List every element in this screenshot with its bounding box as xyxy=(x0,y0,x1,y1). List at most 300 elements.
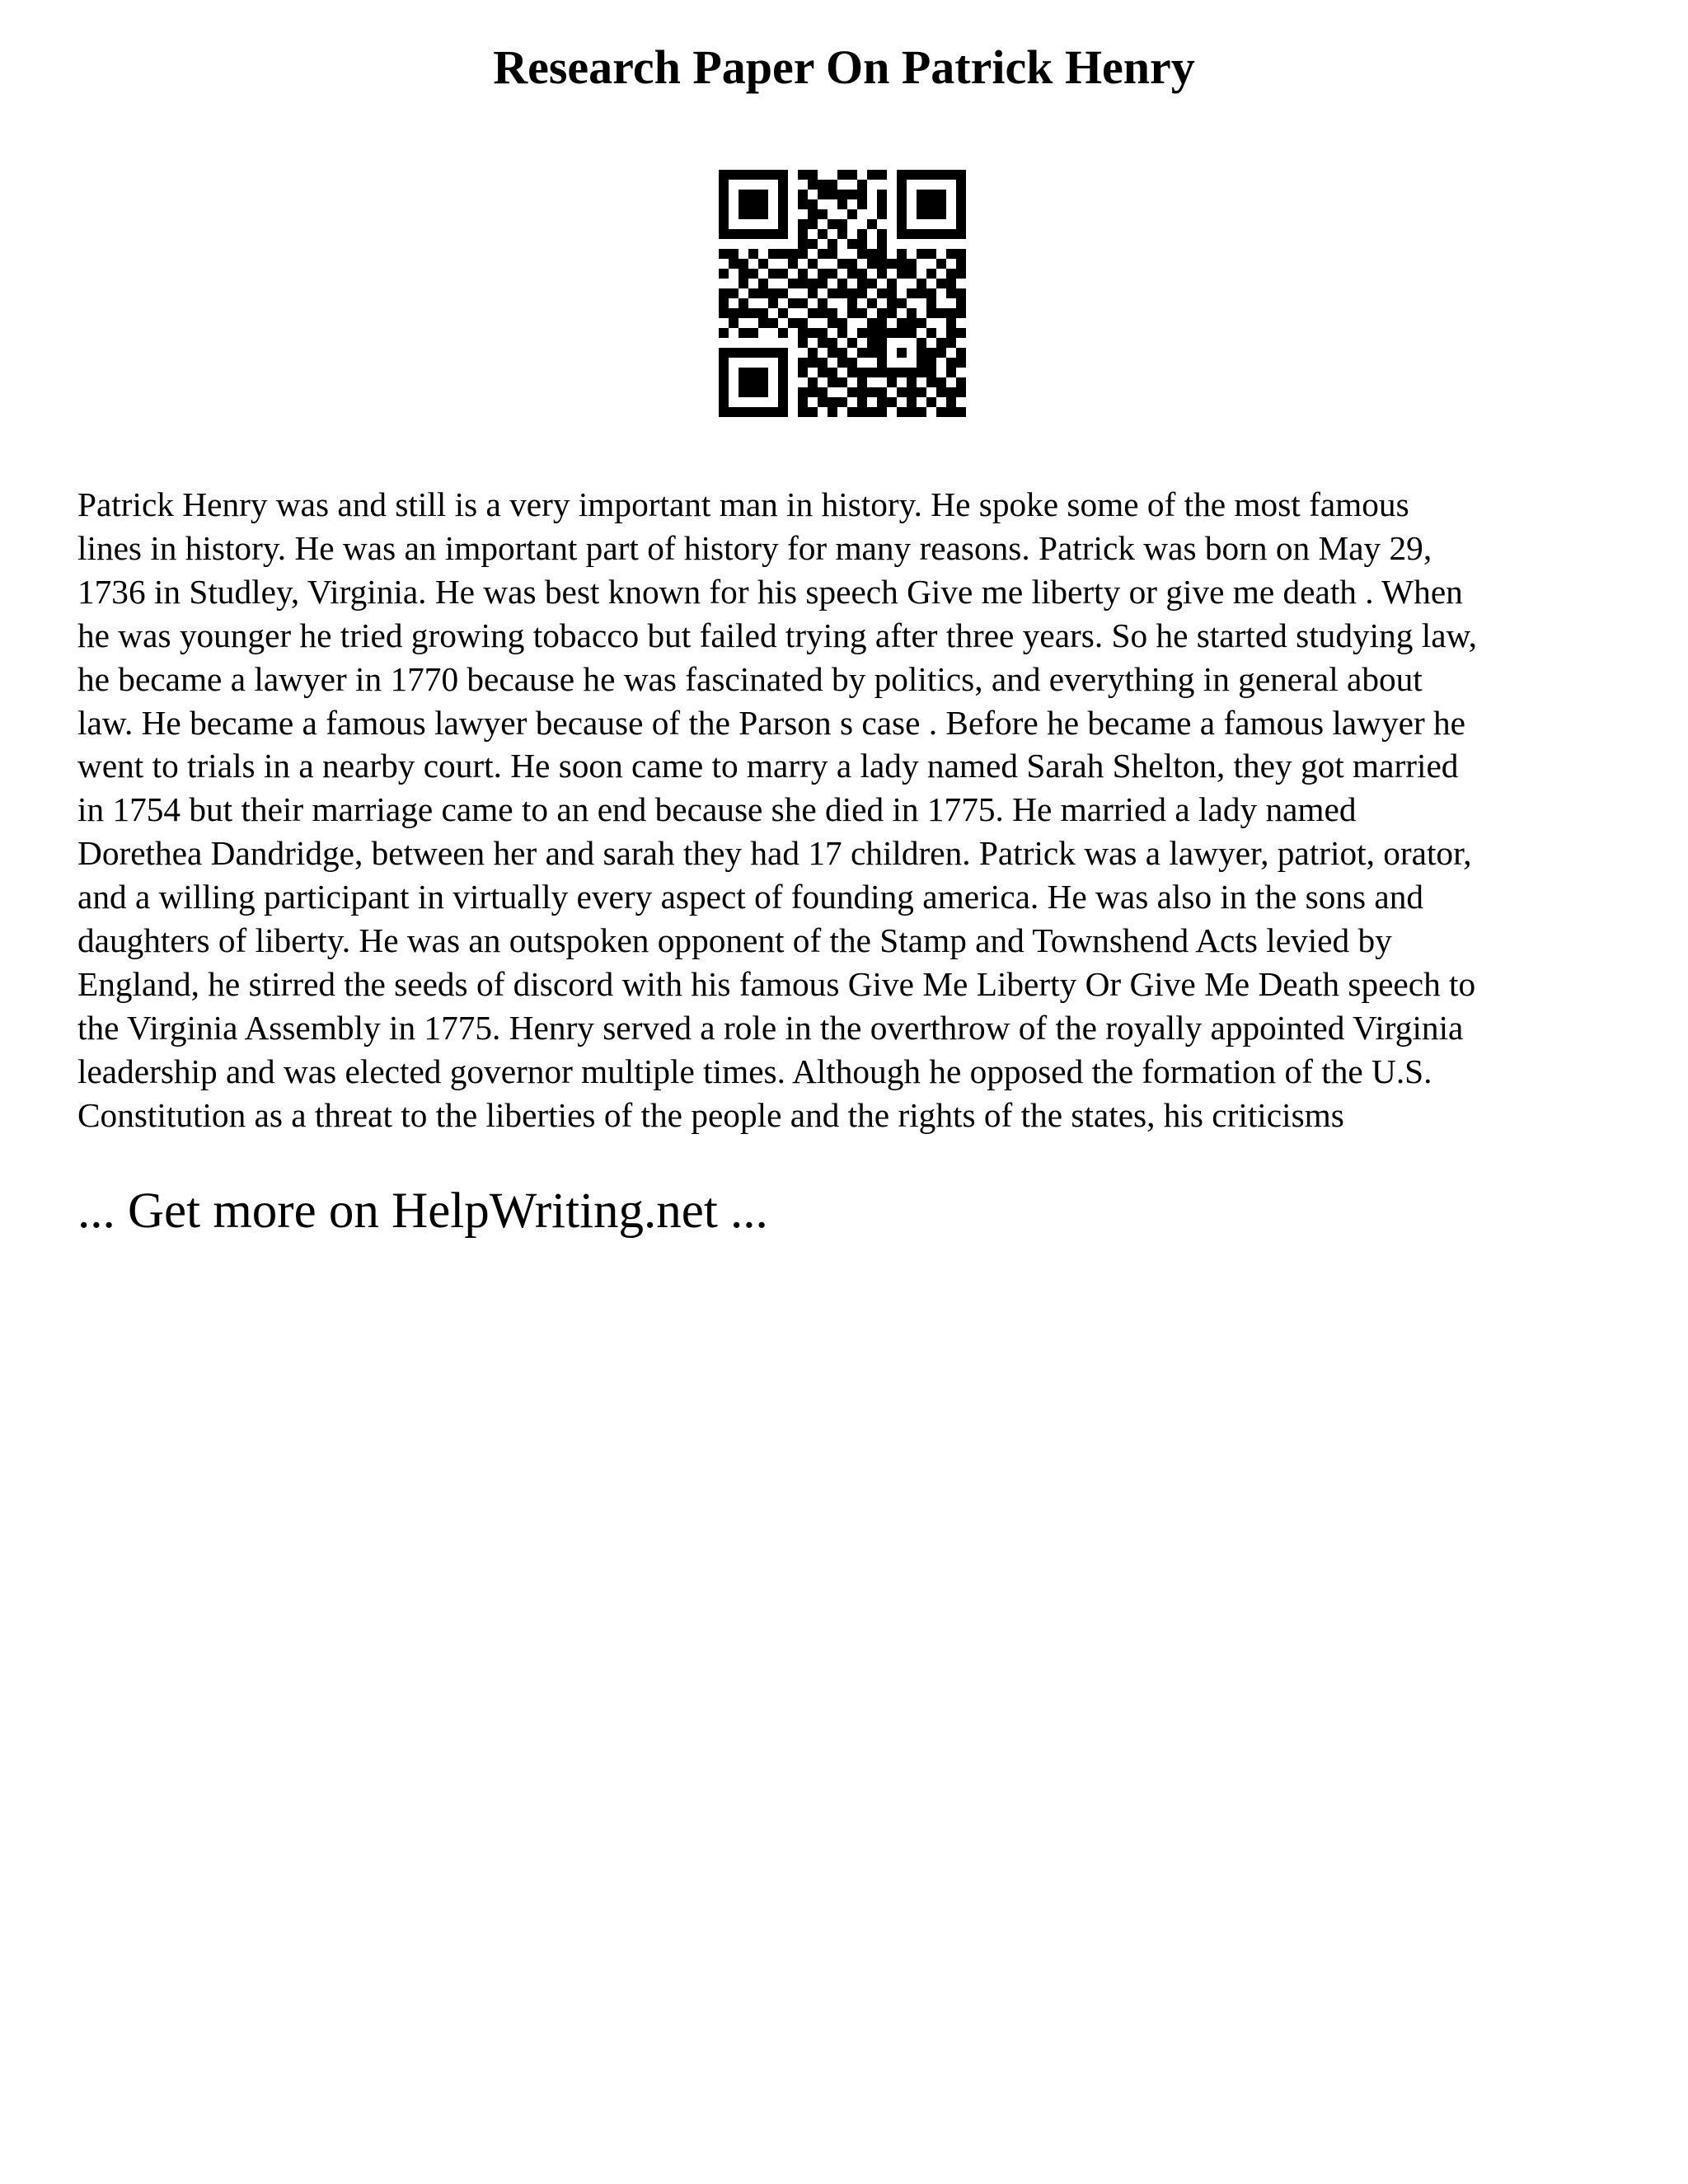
qr-module xyxy=(729,288,738,298)
qr-module xyxy=(837,288,847,298)
qr-module xyxy=(907,397,917,407)
qr-module xyxy=(956,259,966,269)
qr-module xyxy=(729,308,738,318)
qr-module xyxy=(778,170,788,180)
qr-module xyxy=(857,368,867,377)
qr-module xyxy=(729,170,738,180)
qr-module xyxy=(719,397,729,407)
qr-module xyxy=(798,298,808,308)
qr-module xyxy=(828,308,837,318)
qr-module xyxy=(907,259,917,269)
qr-module xyxy=(828,239,837,249)
qr-module xyxy=(887,377,897,387)
qr-module xyxy=(729,348,738,358)
qr-module xyxy=(808,358,818,368)
qr-module xyxy=(917,318,926,328)
qr-module xyxy=(758,387,768,397)
qr-module xyxy=(877,387,887,397)
qr-module xyxy=(946,368,956,377)
body-paragraph xyxy=(77,483,1627,1137)
qr-module xyxy=(877,229,887,239)
qr-module xyxy=(926,249,936,259)
qr-module xyxy=(748,170,758,180)
qr-module xyxy=(936,338,946,348)
qr-module xyxy=(857,288,867,298)
qr-module xyxy=(778,219,788,229)
qr-module xyxy=(758,377,768,387)
qr-module xyxy=(926,209,936,219)
qr-module xyxy=(917,368,926,377)
qr-module xyxy=(857,328,867,338)
qr-module xyxy=(738,269,748,279)
qr-module xyxy=(778,358,788,368)
qr-module xyxy=(778,288,788,298)
qr-module xyxy=(758,170,768,180)
qr-module xyxy=(738,190,748,199)
qr-module xyxy=(877,397,887,407)
qr-module xyxy=(926,328,936,338)
qr-module xyxy=(778,199,788,209)
qr-module xyxy=(798,368,808,377)
qr-module xyxy=(778,269,788,279)
qr-module xyxy=(837,377,847,387)
qr-module xyxy=(828,269,837,279)
qr-module xyxy=(729,318,738,328)
qr-module xyxy=(748,249,758,259)
qr-module xyxy=(956,387,966,397)
qr-module xyxy=(936,308,946,318)
qr-module xyxy=(778,407,788,417)
qr-module xyxy=(926,368,936,377)
qr-module xyxy=(897,348,907,358)
qr-module xyxy=(956,219,966,229)
qr-module xyxy=(956,358,966,368)
qr-module xyxy=(719,348,729,358)
qr-module xyxy=(837,259,847,269)
qr-module xyxy=(926,358,936,368)
qr-module xyxy=(758,308,768,318)
qr-module xyxy=(738,279,748,288)
qr-module xyxy=(917,190,926,199)
qr-module xyxy=(808,180,818,190)
qr-module xyxy=(808,199,818,209)
qr-module xyxy=(778,397,788,407)
qr-module xyxy=(847,259,857,269)
qr-module xyxy=(837,190,847,199)
qr-module xyxy=(828,190,837,199)
qr-module xyxy=(917,288,926,298)
qr-module xyxy=(828,338,837,348)
qr-module xyxy=(907,229,917,239)
qr-module xyxy=(758,199,768,209)
qr-module xyxy=(818,397,828,407)
qr-module xyxy=(946,397,956,407)
qr-module xyxy=(877,269,887,279)
qr-module xyxy=(907,377,917,387)
qr-module xyxy=(748,387,758,397)
qr-module xyxy=(798,387,808,397)
qr-module xyxy=(867,318,877,328)
qr-module xyxy=(917,338,926,348)
qr-module xyxy=(758,259,768,269)
qr-module xyxy=(818,279,828,288)
qr-module xyxy=(738,199,748,209)
qr-module xyxy=(837,318,847,328)
qr-module xyxy=(828,180,837,190)
body-line: Dorethea Dandridge, between her and sarah they had 17 children. Patrick was a lawyer, patriot, orator, xyxy=(77,834,1472,873)
qr-module xyxy=(877,348,887,358)
qr-module xyxy=(956,249,966,259)
qr-module xyxy=(798,249,808,259)
qr-module xyxy=(917,229,926,239)
qr-module xyxy=(738,209,748,219)
qr-module xyxy=(907,170,917,180)
qr-module xyxy=(719,368,729,377)
qr-module xyxy=(798,199,808,209)
qr-module xyxy=(778,368,788,377)
qr-module xyxy=(798,328,808,338)
qr-module xyxy=(907,308,917,318)
qr-module xyxy=(719,249,729,259)
body-line: England, he stirred the seeds of discord with his famous Give Me Liberty Or Give Me Death speech to xyxy=(77,964,1476,1003)
qr-module xyxy=(857,308,867,318)
qr-module xyxy=(887,259,897,269)
qr-module xyxy=(738,377,748,387)
qr-module xyxy=(887,298,897,308)
qr-module xyxy=(897,269,907,279)
qr-module xyxy=(936,209,946,219)
qr-module xyxy=(719,219,729,229)
body-line: 1736 in Studley, Virginia. He was best known for his speech Give me liberty or give me death . When xyxy=(77,572,1463,611)
qr-module xyxy=(818,209,828,219)
qr-module xyxy=(867,170,877,180)
qr-module xyxy=(946,407,956,417)
qr-module xyxy=(907,328,917,338)
qr-module xyxy=(956,377,966,387)
qr-module xyxy=(946,170,956,180)
qr-module xyxy=(798,219,808,229)
qr-module xyxy=(887,288,897,298)
qr-module xyxy=(818,308,828,318)
qr-module xyxy=(818,298,828,308)
qr-module xyxy=(748,348,758,358)
body-line: Patrick Henry was and still is a very important man in history. He spoke some of the most famous xyxy=(77,485,1409,523)
qr-module xyxy=(917,348,926,358)
body-line: he was younger he tried growing tobacco but failed trying after three years. So he started studying law, xyxy=(77,616,1477,654)
qr-module xyxy=(877,328,887,338)
qr-module xyxy=(778,229,788,239)
qr-module xyxy=(877,318,887,328)
qr-module xyxy=(748,269,758,279)
qr-module xyxy=(956,209,966,219)
qr-module xyxy=(748,328,758,338)
qr-module xyxy=(719,199,729,209)
qr-module xyxy=(847,269,857,279)
qr-module xyxy=(808,348,818,358)
qr-module xyxy=(719,229,729,239)
qr-module xyxy=(768,269,778,279)
qr-module xyxy=(798,358,808,368)
qr-module xyxy=(847,170,857,180)
body-line: went to trials in a nearby court. He soon came to marry a lady named Sarah Shelton, they got married xyxy=(77,747,1459,785)
qr-module xyxy=(758,209,768,219)
qr-module xyxy=(837,328,847,338)
qr-module xyxy=(798,407,808,417)
qr-module xyxy=(719,298,729,308)
qr-module xyxy=(857,279,867,288)
qr-module xyxy=(926,308,936,318)
qr-module xyxy=(738,328,748,338)
qr-module xyxy=(847,190,857,199)
qr-module xyxy=(778,377,788,387)
qr-module xyxy=(936,407,946,417)
body-line: leadership and was elected governor multiple times. Although he opposed the formation of the U.S. xyxy=(77,1052,1432,1090)
qr-module xyxy=(917,387,926,397)
qr-module xyxy=(719,190,729,199)
qr-module xyxy=(758,318,768,328)
qr-module xyxy=(956,269,966,279)
qr-module xyxy=(857,407,867,417)
body-line: lines in history. He was an important part of history for many reasons. Patrick was born on May 29, xyxy=(77,528,1432,567)
qr-module xyxy=(917,407,926,417)
qr-module xyxy=(857,190,867,199)
body-line: law. He became a famous lawyer because of the Parson s case . Before he became a famous lawyer he xyxy=(77,703,1465,742)
qr-module xyxy=(719,170,729,180)
qr-module xyxy=(808,328,818,338)
qr-module xyxy=(877,209,887,219)
qr-module xyxy=(738,170,748,180)
qr-module xyxy=(897,199,907,209)
qr-module xyxy=(926,298,936,308)
qr-module xyxy=(828,407,837,417)
qr-module xyxy=(778,190,788,199)
qr-module xyxy=(936,377,946,387)
qr-module xyxy=(897,219,907,229)
qr-module xyxy=(788,249,798,259)
qr-module xyxy=(818,229,828,239)
qr-module xyxy=(897,368,907,377)
qr-module xyxy=(837,229,847,239)
qr-module xyxy=(808,288,818,298)
qr-module xyxy=(946,249,956,259)
qr-module xyxy=(926,269,936,279)
qr-module xyxy=(907,269,917,279)
qr-module xyxy=(837,199,847,209)
qr-module xyxy=(956,308,966,318)
body-line: and a willing participant in virtually every aspect of founding america. He was also in the sons and xyxy=(77,878,1424,916)
qr-module xyxy=(768,298,778,308)
qr-module xyxy=(729,259,738,269)
qr-module xyxy=(867,259,877,269)
qr-module xyxy=(857,397,867,407)
qr-module xyxy=(857,180,867,190)
qr-module xyxy=(808,170,818,180)
qr-module xyxy=(738,368,748,377)
qr-module xyxy=(828,368,837,377)
qr-module xyxy=(758,229,768,239)
qr-module xyxy=(798,397,808,407)
page-title: Research Paper On Patrick Henry xyxy=(493,40,1195,94)
qr-module xyxy=(808,308,818,318)
qr-module xyxy=(857,377,867,387)
qr-module xyxy=(936,229,946,239)
qr-module xyxy=(857,387,867,397)
qr-module xyxy=(828,219,837,229)
qr-module xyxy=(798,338,808,348)
qr-module xyxy=(719,387,729,397)
qr-module xyxy=(946,338,956,348)
qr-module xyxy=(936,199,946,209)
qr-module xyxy=(867,348,877,358)
qr-module xyxy=(956,190,966,199)
body-line: the Virginia Assembly in 1775. Henry served a role in the overthrow of the royally appointed Virginia xyxy=(77,1008,1464,1047)
qr-module xyxy=(719,407,729,417)
qr-module xyxy=(887,328,897,338)
qr-module xyxy=(897,249,907,259)
qr-module xyxy=(758,407,768,417)
qr-module xyxy=(818,368,828,377)
qr-module xyxy=(867,407,877,417)
qr-module xyxy=(956,199,966,209)
qr-module xyxy=(857,229,867,239)
qr-module xyxy=(946,288,956,298)
qr-module xyxy=(837,170,847,180)
qr-module xyxy=(857,199,867,209)
qr-module xyxy=(808,279,818,288)
qr-module xyxy=(897,190,907,199)
qr-module xyxy=(798,170,808,180)
qr-module xyxy=(926,199,936,209)
qr-module xyxy=(847,308,857,318)
qr-module xyxy=(798,190,808,199)
qr-code xyxy=(719,170,966,417)
qr-module xyxy=(828,249,837,259)
body-line: in 1754 but their marriage came to an end because she died in 1775. He married a lady named xyxy=(77,790,1357,829)
qr-module xyxy=(897,318,907,328)
qr-module xyxy=(798,318,808,328)
qr-module xyxy=(738,387,748,397)
qr-module xyxy=(847,288,857,298)
qr-module xyxy=(877,358,887,368)
qr-module xyxy=(897,387,907,397)
qr-module xyxy=(867,249,877,259)
qr-module xyxy=(956,298,966,308)
qr-module xyxy=(917,170,926,180)
qr-module xyxy=(867,219,877,229)
qr-module xyxy=(877,199,887,209)
qr-module xyxy=(877,288,887,298)
qr-module xyxy=(847,368,857,377)
qr-module xyxy=(798,239,808,249)
qr-module xyxy=(877,249,887,259)
qr-module xyxy=(926,348,936,358)
qr-module xyxy=(798,279,808,288)
qr-module xyxy=(729,407,738,417)
qr-module xyxy=(837,279,847,288)
qr-module xyxy=(877,368,887,377)
qr-module xyxy=(818,180,828,190)
qr-module xyxy=(768,170,778,180)
qr-module xyxy=(748,377,758,387)
qr-module xyxy=(768,288,778,298)
qr-module xyxy=(867,338,877,348)
qr-module xyxy=(748,190,758,199)
qr-module xyxy=(926,288,936,298)
qr-module xyxy=(768,348,778,358)
qr-module xyxy=(917,358,926,368)
qr-module xyxy=(758,368,768,377)
get-more-link[interactable]: ... Get more on HelpWriting.net ... xyxy=(77,1183,768,1239)
qr-code-icon xyxy=(719,170,966,417)
qr-module xyxy=(768,249,778,259)
body-line: Constitution as a threat to the liberties of the people and the rights of the states, his criticisms xyxy=(77,1095,1344,1134)
body-line: he became a lawyer in 1770 because he was fascinated by politics, and everything in general about xyxy=(77,659,1423,698)
qr-module xyxy=(738,298,748,308)
qr-module xyxy=(847,239,857,249)
qr-module xyxy=(926,170,936,180)
qr-module xyxy=(926,229,936,239)
qr-module xyxy=(847,209,857,219)
body-line: daughters of liberty. He was an outspoken opponent of the Stamp and Townshend Acts levied by xyxy=(77,921,1392,960)
qr-module xyxy=(808,407,818,417)
qr-module xyxy=(956,348,966,358)
qr-module xyxy=(867,387,877,397)
qr-module xyxy=(828,288,837,298)
qr-module xyxy=(936,190,946,199)
qr-module xyxy=(778,328,788,338)
qr-module xyxy=(738,348,748,358)
qr-module xyxy=(917,199,926,209)
qr-module xyxy=(808,259,818,269)
qr-module xyxy=(877,308,887,318)
qr-module xyxy=(719,288,729,298)
qr-module xyxy=(946,229,956,239)
qr-module xyxy=(897,298,907,308)
qr-module xyxy=(788,318,798,328)
qr-module xyxy=(808,377,818,387)
qr-module xyxy=(748,308,758,318)
qr-module xyxy=(788,259,798,269)
qr-module xyxy=(758,288,768,298)
qr-module xyxy=(897,259,907,269)
qr-module xyxy=(808,209,818,219)
qr-module xyxy=(768,407,778,417)
qr-module xyxy=(857,269,867,279)
qr-module xyxy=(788,298,798,308)
qr-module xyxy=(877,338,887,348)
qr-module xyxy=(758,190,768,199)
qr-module xyxy=(907,368,917,377)
qr-module xyxy=(946,358,956,368)
qr-module xyxy=(956,180,966,190)
qr-module xyxy=(936,348,946,358)
qr-module xyxy=(946,269,956,279)
qr-module xyxy=(926,190,936,199)
qr-module xyxy=(828,397,837,407)
qr-module xyxy=(837,358,847,368)
qr-module xyxy=(758,279,768,288)
qr-module xyxy=(897,407,907,417)
qr-module xyxy=(778,348,788,358)
qr-module xyxy=(837,397,847,407)
qr-module xyxy=(778,180,788,190)
qr-module xyxy=(837,348,847,358)
qr-module xyxy=(917,209,926,219)
qr-module xyxy=(857,348,867,358)
qr-module xyxy=(828,348,837,358)
qr-module xyxy=(748,368,758,377)
qr-module xyxy=(818,328,828,338)
